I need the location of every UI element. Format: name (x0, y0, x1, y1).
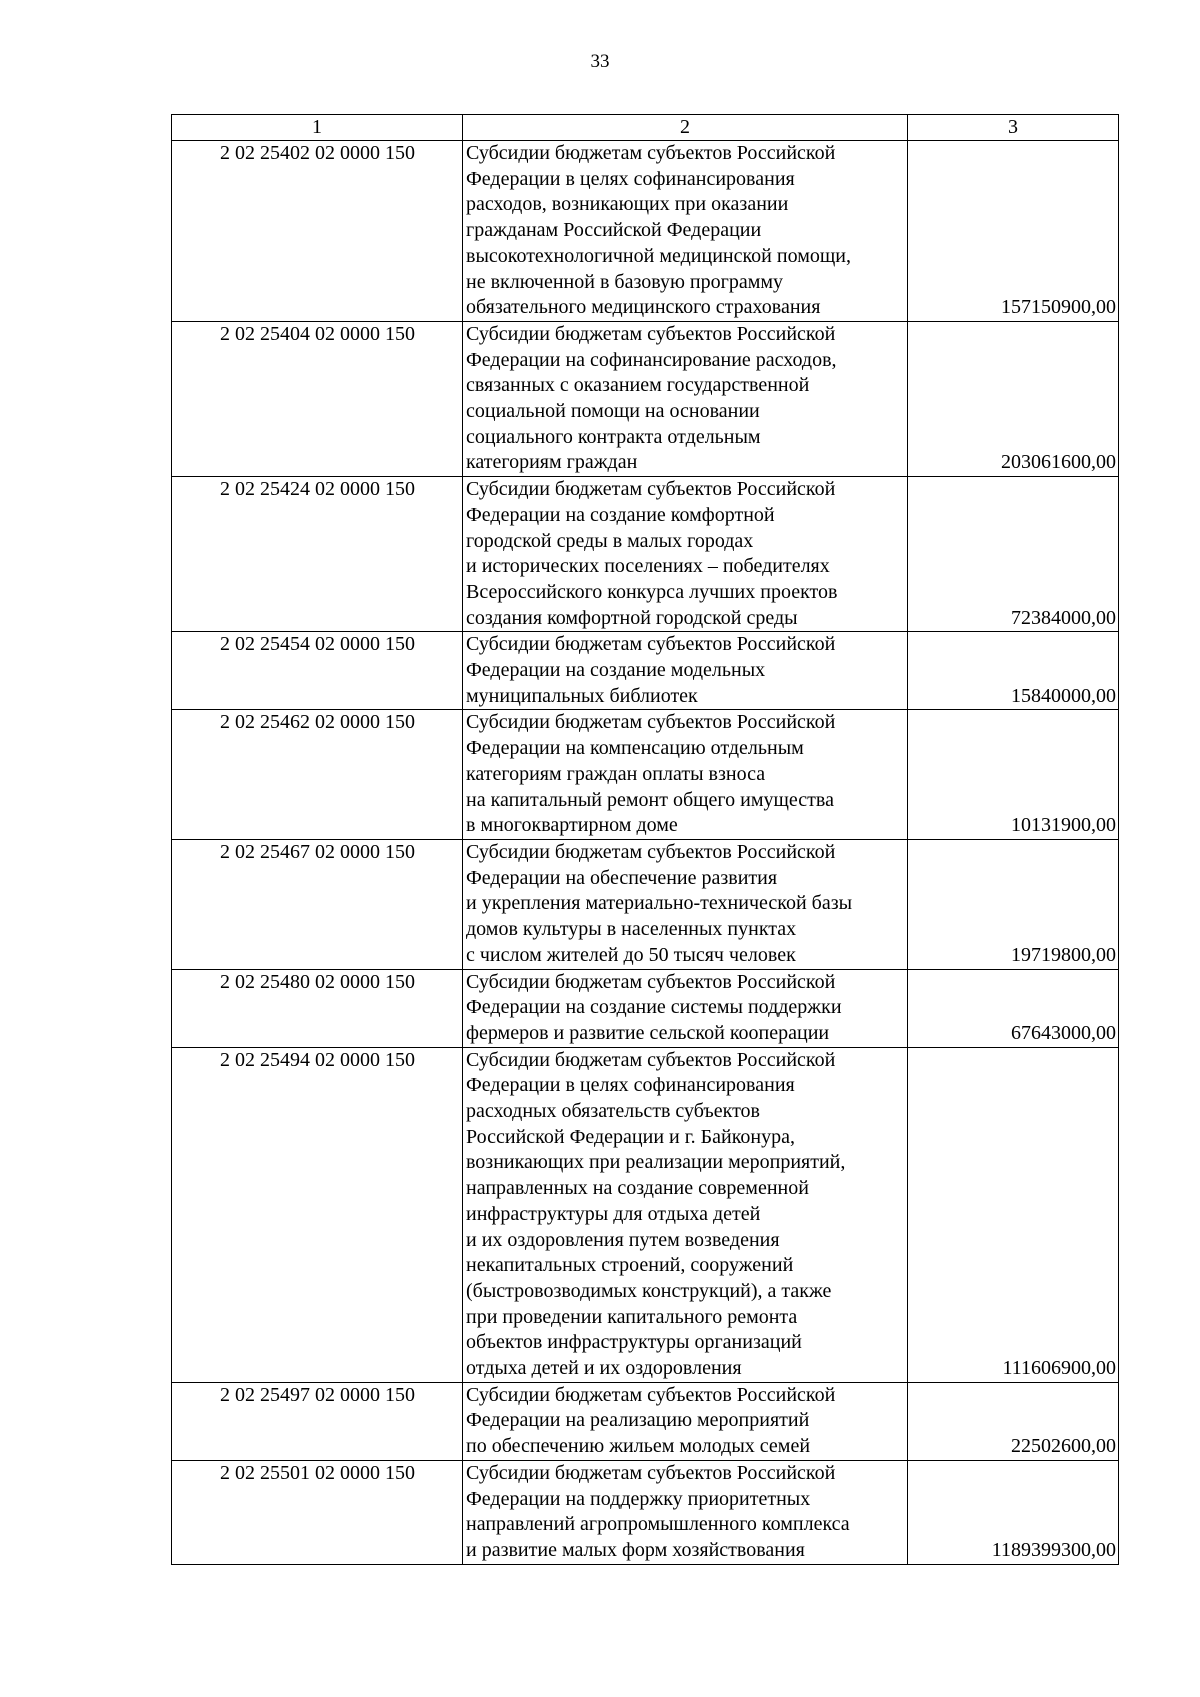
row-code: 2 02 25454 02 0000 150 (172, 632, 463, 710)
row-amount: 22502600,00 (908, 1382, 1119, 1460)
row-code: 2 02 25497 02 0000 150 (172, 1382, 463, 1460)
row-description: Субсидии бюджетам субъектов Российской Федерации на софинансирование расходов, связанных с оказанием государственной социальной помощи на основании социального контракта отдельным категориям граждан (463, 321, 908, 476)
row-amount: 111606900,00 (908, 1047, 1119, 1382)
row-amount: 157150900,00 (908, 141, 1119, 322)
table-body (172, 141, 1119, 1565)
table-row (172, 1460, 1119, 1564)
table-header-row (172, 115, 1119, 141)
row-code: 2 02 25480 02 0000 150 (172, 969, 463, 1047)
row-code: 2 02 25462 02 0000 150 (172, 710, 463, 840)
table-row (172, 632, 1119, 710)
row-code: 2 02 25501 02 0000 150 (172, 1460, 463, 1564)
row-description: Субсидии бюджетам субъектов Российской Федерации на создание системы поддержки фермеров и развитие сельской кооперации (463, 969, 908, 1047)
row-description: Субсидии бюджетам субъектов Российской Федерации на обеспечение развития и укрепления материально-технической базы домов культуры в населенных пунктах с числом жителей до 50 тысяч человек (463, 839, 908, 969)
row-description: Субсидии бюджетам субъектов Российской Федерации на реализацию мероприятий по обеспечению жильем молодых семей (463, 1382, 908, 1460)
row-amount: 1189399300,00 (908, 1460, 1119, 1564)
column-header-description: 2 (463, 115, 908, 141)
table-row (172, 321, 1119, 476)
row-description: Субсидии бюджетам субъектов Российской Федерации в целях софинансирования расходных обязательств субъектов Российской Федерации и г. Байконура, возникающих при реализации мероприятий, направленных на создание современной инфраструктуры для отдыха детей и их оздоровления путем возведения некапитальных строений, сооружений (быстровозводимых конструкций), а также при проведении капитального ремонта объектов инфраструктуры организаций отдыха детей и их оздоровления (463, 1047, 908, 1382)
table-row (172, 710, 1119, 840)
row-amount: 15840000,00 (908, 632, 1119, 710)
page-number: 33 (590, 51, 610, 72)
row-description: Субсидии бюджетам субъектов Российской Федерации в целях софинансирования расходов, возникающих при оказании гражданам Российской Федерации высокотехнологичной медицинской помощи, не включенной в базовую программу обязательного медицинского страхования (463, 141, 908, 322)
budget-table (171, 114, 1119, 1565)
row-code: 2 02 25494 02 0000 150 (172, 1047, 463, 1382)
row-description: Субсидии бюджетам субъектов Российской Федерации на поддержку приоритетных направлений агропромышленного комплекса и развитие малых форм хозяйствования (463, 1460, 908, 1564)
table-row (172, 477, 1119, 632)
table-row (172, 141, 1119, 322)
row-amount: 67643000,00 (908, 969, 1119, 1047)
row-code: 2 02 25467 02 0000 150 (172, 839, 463, 969)
column-header-amount: 3 (908, 115, 1119, 141)
row-amount: 72384000,00 (908, 477, 1119, 632)
row-amount: 10131900,00 (908, 710, 1119, 840)
table-row (172, 1047, 1119, 1382)
row-code: 2 02 25404 02 0000 150 (172, 321, 463, 476)
table-row (172, 969, 1119, 1047)
row-code: 2 02 25424 02 0000 150 (172, 477, 463, 632)
row-amount: 203061600,00 (908, 321, 1119, 476)
row-description: Субсидии бюджетам субъектов Российской Федерации на компенсацию отдельным категориям граждан оплаты взноса на капитальный ремонт общего имущества в многоквартирном доме (463, 710, 908, 840)
column-header-code: 1 (172, 115, 463, 141)
table-row (172, 839, 1119, 969)
row-amount: 19719800,00 (908, 839, 1119, 969)
row-description: Субсидии бюджетам субъектов Российской Федерации на создание модельных муниципальных библиотек (463, 632, 908, 710)
row-code: 2 02 25402 02 0000 150 (172, 141, 463, 322)
table-row (172, 1382, 1119, 1460)
row-description: Субсидии бюджетам субъектов Российской Федерации на создание комфортной городской среды в малых городах и исторических поселениях – победителях Всероссийского конкурса лучших проектов создания комфортной городской среды (463, 477, 908, 632)
table-header (172, 115, 1119, 141)
